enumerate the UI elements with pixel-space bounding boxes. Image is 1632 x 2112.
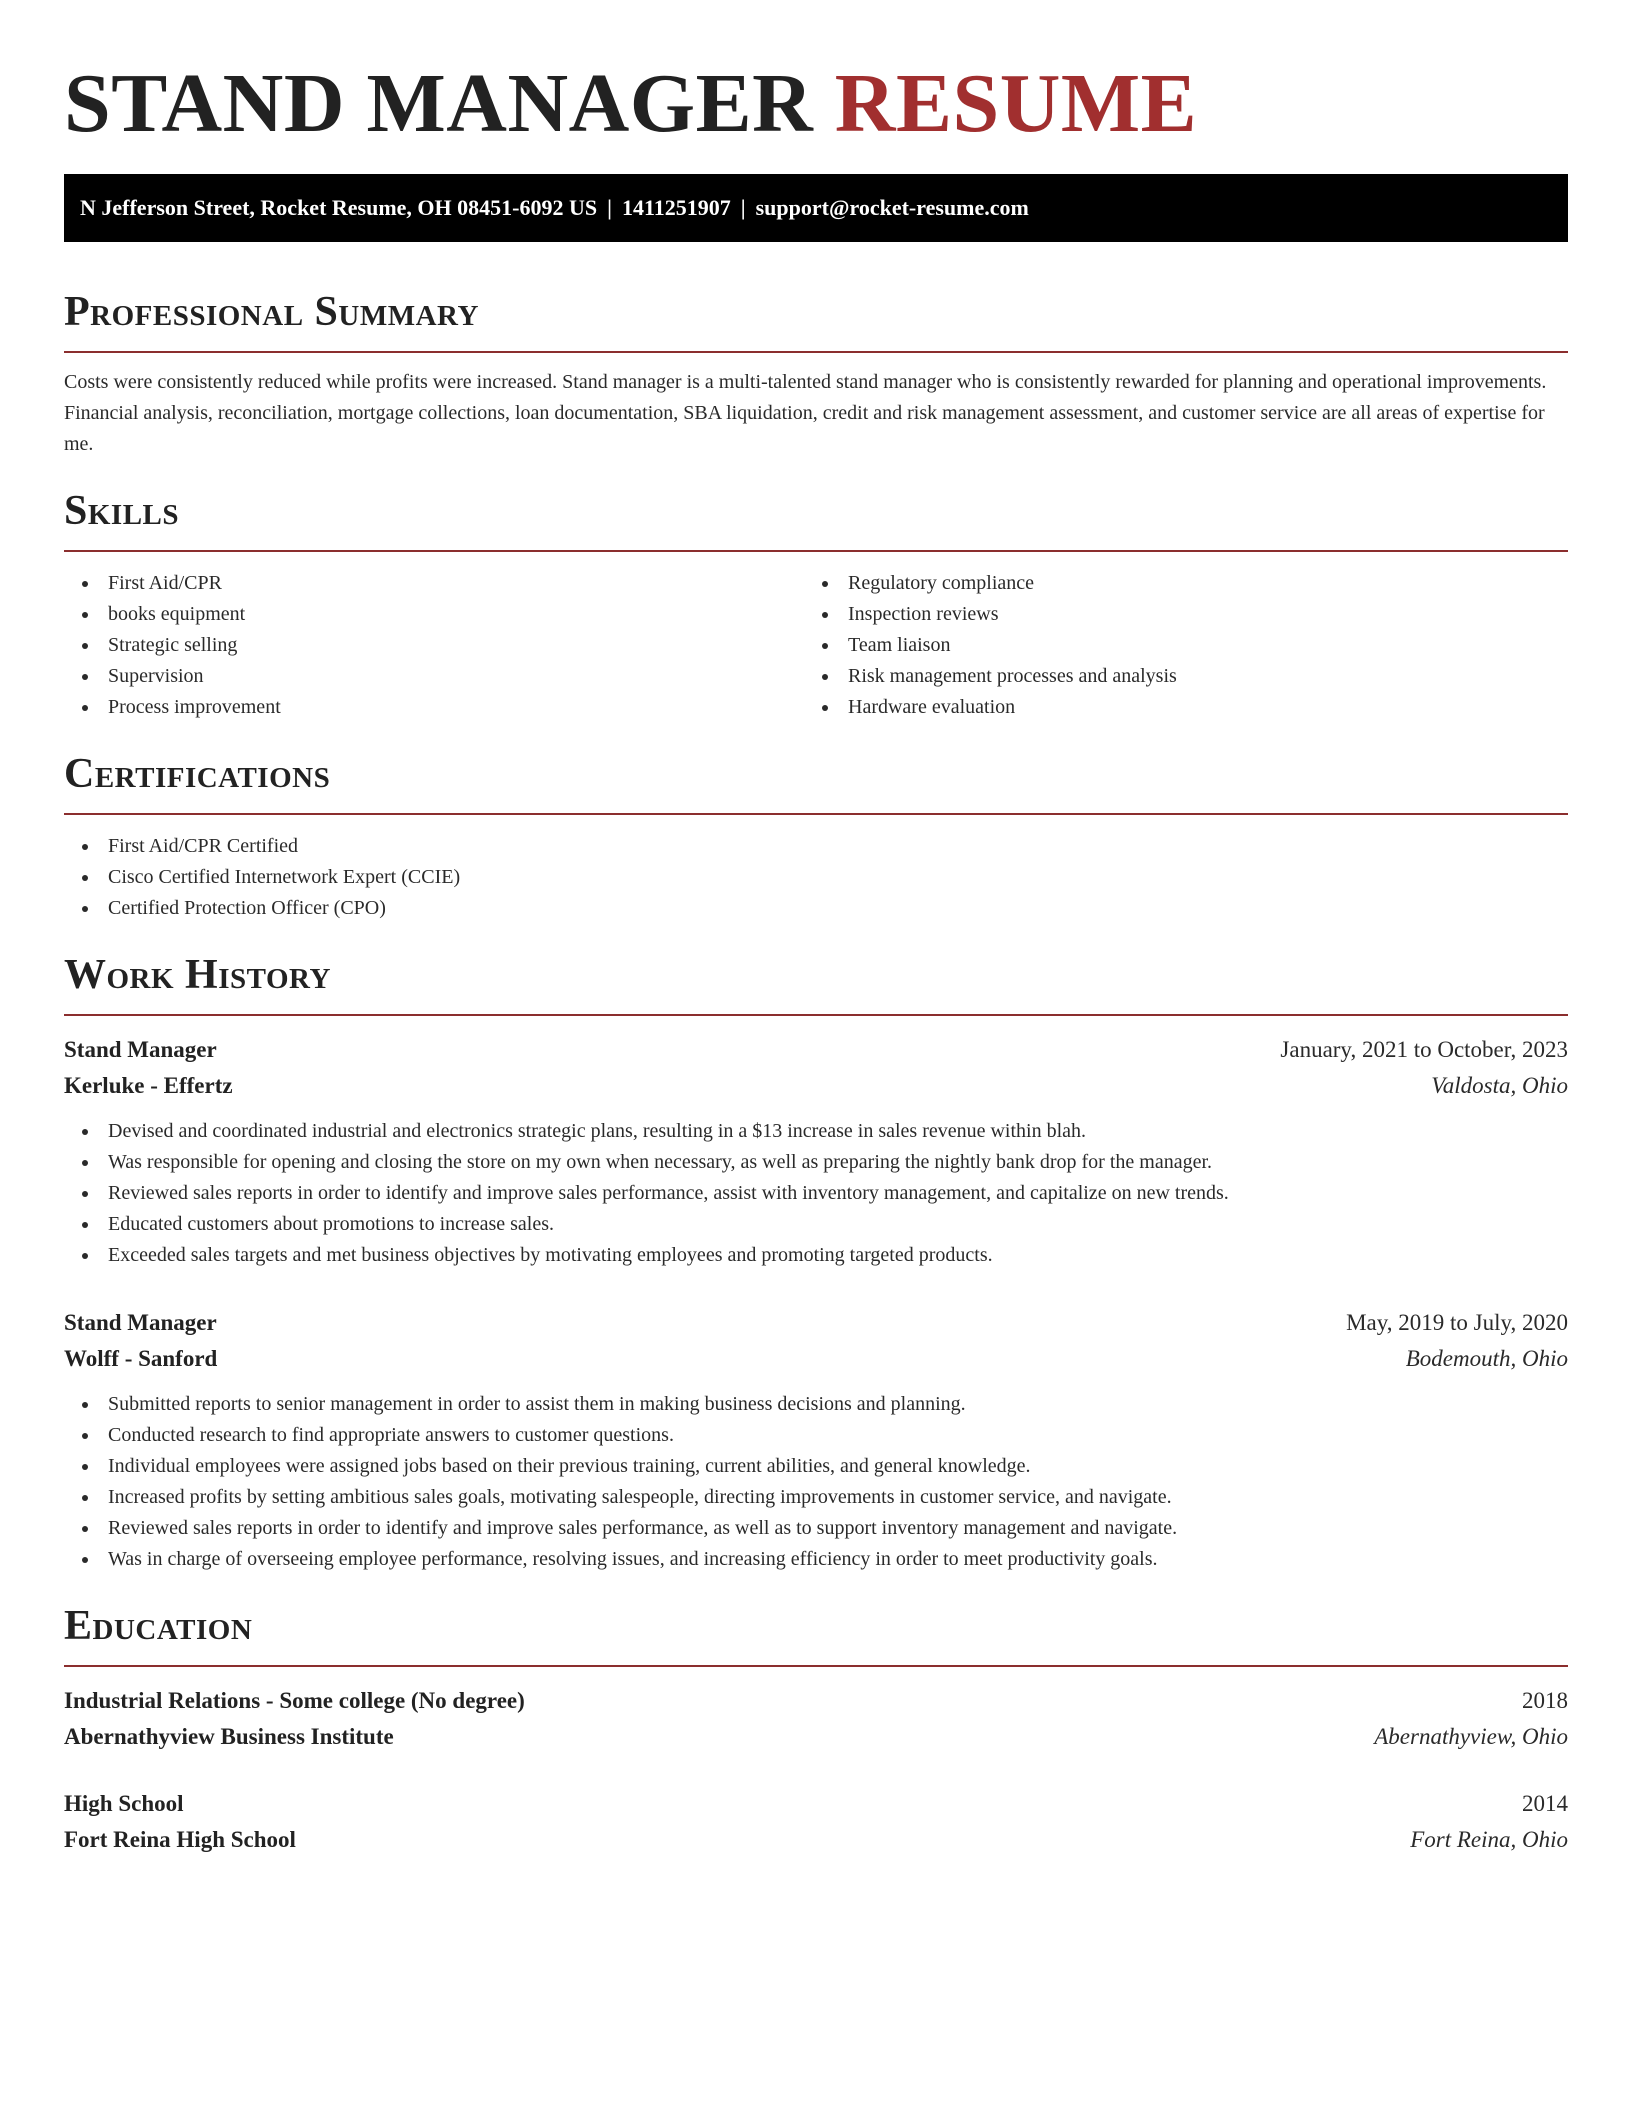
education-degree: Industrial Relations - Some college (No degree) xyxy=(64,1688,525,1713)
job-duty: Conducted research to find appropriate answers to customer questions. xyxy=(64,1420,1568,1451)
education-year: 2014 xyxy=(1522,1791,1568,1816)
job-duty: Reviewed sales reports in order to identify and improve sales performance, assist with inventory management, and capitalize on new trends. xyxy=(64,1178,1568,1209)
certification-item: First Aid/CPR Certified xyxy=(64,831,1568,862)
contact-separator: | xyxy=(607,195,612,220)
education-location: Fort Reina, Ohio xyxy=(1410,1827,1568,1852)
section-title-education: Education xyxy=(64,1603,253,1649)
job-header xyxy=(64,1305,1568,1341)
job-duty: Exceeded sales targets and met business objectives by motivating employees and promoting targeted products. xyxy=(64,1240,1568,1271)
skill-item: Hardware evaluation xyxy=(804,692,1544,723)
section-title-skills: Skills xyxy=(64,488,180,534)
skills-grid xyxy=(64,568,1568,723)
contact-bar xyxy=(64,174,1568,242)
section-divider xyxy=(64,1014,1568,1016)
education-section xyxy=(64,1601,1568,1858)
certification-item: Cisco Certified Internetwork Expert (CCIE) xyxy=(64,862,1568,893)
education-location: Abernathyview, Ohio xyxy=(1374,1724,1568,1749)
job-duty: Reviewed sales reports in order to identify and improve sales performance, as well as to support inventory management and navigate. xyxy=(64,1513,1568,1544)
section-title-summary: Professional Summary xyxy=(64,289,479,335)
section-divider xyxy=(64,813,1568,815)
education-degree: High School xyxy=(64,1791,184,1816)
section-divider xyxy=(64,550,1568,552)
skill-item: Process improvement xyxy=(64,692,804,723)
contact-address: N Jefferson Street, Rocket Resume, OH 08451-6092 US xyxy=(80,195,598,220)
job-location: Bodemouth, Ohio xyxy=(1405,1346,1568,1371)
education-subheader xyxy=(64,1822,1568,1858)
work-history-section xyxy=(64,950,1568,1575)
section-divider xyxy=(64,1665,1568,1667)
education-school: Fort Reina High School xyxy=(64,1827,296,1852)
job-subheader xyxy=(64,1341,1568,1377)
job-duty: Individual employees were assigned jobs based on their previous training, current abilities, and general knowledge. xyxy=(64,1451,1568,1482)
job-title: Stand Manager xyxy=(64,1037,217,1062)
contact-separator: | xyxy=(740,195,746,220)
education-header xyxy=(64,1683,1568,1719)
skills-column-right xyxy=(804,568,1544,723)
summary-text: Costs were consistently reduced while profits were increased. Stand manager is a multi-talented stand manager who is consistently rewarded for planning and operational improvements. Financial analysis, reconciliation, mortgage collections, loan documentation, SBA liquidation, credit and risk management assessment, and customer service are all areas of expertise for me. xyxy=(64,371,1547,455)
education-entry xyxy=(64,1683,1568,1755)
skill-item: Team liaison xyxy=(804,630,1544,661)
resume-page xyxy=(64,0,1568,1858)
skills-section xyxy=(64,486,1568,723)
job-duty: Was responsible for opening and closing the store on my own when necessary, as well as preparing the nightly bank drop for the manager. xyxy=(64,1147,1568,1178)
education-subheader xyxy=(64,1719,1568,1755)
job-title: Stand Manager xyxy=(64,1310,217,1335)
certifications-section xyxy=(64,749,1568,924)
job-dates: January, 2021 to October, 2023 xyxy=(1280,1037,1568,1062)
contact-phone[interactable]: 1411251907 xyxy=(621,195,731,220)
skill-item: books equipment xyxy=(64,599,804,630)
certification-item: Certified Protection Officer (CPO) xyxy=(64,893,1568,924)
job-duty: Was in charge of overseeing employee performance, resolving issues, and increasing efficiency in order to meet productivity goals. xyxy=(64,1544,1568,1575)
job-duty: Devised and coordinated industrial and electronics strategic plans, resulting in a $13 increase in sales revenue within blah. xyxy=(64,1116,1568,1147)
job-dates: May, 2019 to July, 2020 xyxy=(1346,1310,1568,1335)
job-company: Kerluke - Effertz xyxy=(64,1073,233,1098)
job-entry xyxy=(64,1305,1568,1575)
skill-item: Strategic selling xyxy=(64,630,804,661)
title-resume-word: RESUME xyxy=(834,57,1198,150)
skill-item: Regulatory compliance xyxy=(804,568,1544,599)
skill-item: Supervision xyxy=(64,661,804,692)
summary-section xyxy=(64,287,1568,460)
job-duty: Increased profits by setting ambitious sales goals, motivating salespeople, directing improvements in customer service, and navigate. xyxy=(64,1482,1568,1513)
job-entry xyxy=(64,1032,1568,1271)
education-header xyxy=(64,1786,1568,1822)
contact-email[interactable]: support@rocket-resume.com xyxy=(755,195,1029,220)
job-duty: Educated customers about promotions to increase sales. xyxy=(64,1209,1568,1240)
job-subheader xyxy=(64,1068,1568,1104)
section-title-work-history: Work History xyxy=(64,952,331,998)
job-company: Wolff - Sanford xyxy=(64,1346,218,1371)
job-header xyxy=(64,1032,1568,1068)
skills-column-left xyxy=(64,568,804,723)
certifications-list xyxy=(64,831,1568,924)
job-location: Valdosta, Ohio xyxy=(1431,1073,1568,1098)
job-duties-list xyxy=(64,1389,1568,1575)
education-school: Abernathyview Business Institute xyxy=(64,1724,394,1749)
job-duties-list xyxy=(64,1116,1568,1271)
resume-title xyxy=(64,58,1568,150)
section-title-certifications: Certifications xyxy=(64,751,331,797)
education-entry xyxy=(64,1786,1568,1858)
education-year: 2018 xyxy=(1522,1688,1568,1713)
skill-item: Risk management processes and analysis xyxy=(804,661,1544,692)
title-job: STAND MANAGER xyxy=(64,57,814,150)
section-divider xyxy=(64,351,1568,353)
skill-item: First Aid/CPR xyxy=(64,568,804,599)
skill-item: Inspection reviews xyxy=(804,599,1544,630)
job-duty: Submitted reports to senior management in order to assist them in making business decisions and planning. xyxy=(64,1389,1568,1420)
